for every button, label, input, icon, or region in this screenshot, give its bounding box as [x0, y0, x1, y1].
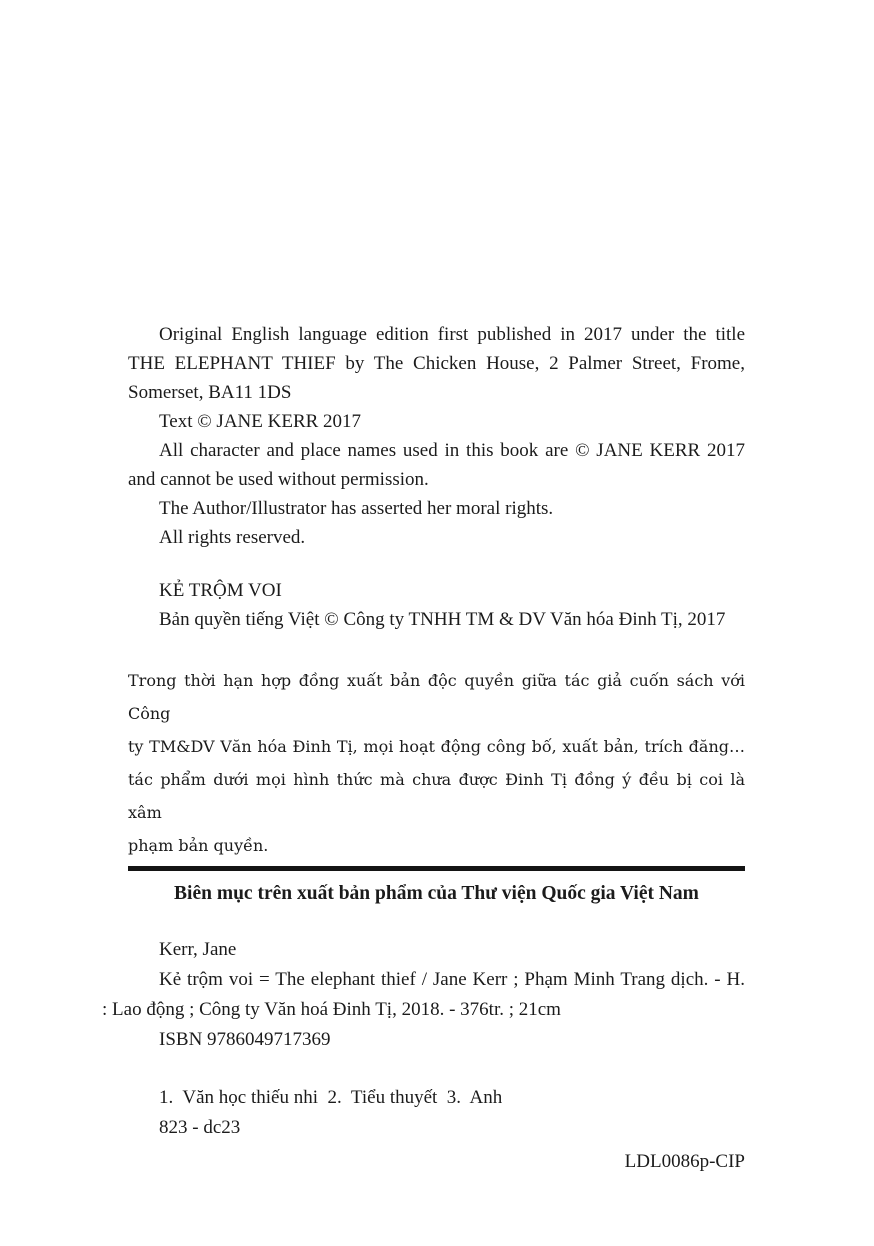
copyright-line: The Author/Illustrator has asserted her moral rights. — [159, 498, 554, 519]
cip-heading: Biên mục trên xuất bản phẩm của Thư viện Quốc gia Việt Nam — [174, 883, 699, 904]
cip-classification-block — [128, 1083, 745, 1143]
spacer — [128, 1055, 745, 1083]
copyright-line: Somerset, BA11 1DS — [128, 382, 292, 403]
spacer — [128, 634, 745, 664]
copyright-line: All rights reserved. — [159, 527, 306, 548]
cip-title-line: Kẻ trộm voi = The elephant thief / Jane Kerr ; Phạm Minh Trang dịch. - H. — [159, 969, 745, 990]
copyright-line: All character and place names used in this book are © JANE KERR 2017 — [159, 440, 745, 461]
legal-notice-block — [128, 664, 745, 862]
copyright-block — [128, 320, 745, 552]
copyright-line: and cannot be used without permission. — [128, 469, 429, 490]
vietnamese-rights-line: Bản quyền tiếng Việt © Công ty TNHH TM & DV Văn hóa Đinh Tị, 2017 — [159, 609, 726, 630]
text-column — [102, 320, 745, 1177]
spacer — [128, 871, 745, 879]
cip-entry-block — [102, 935, 745, 1055]
vietnamese-rights-block — [128, 576, 745, 634]
cip-isbn: ISBN 9786049717369 — [159, 1029, 331, 1050]
spacer — [128, 552, 745, 576]
cip-author: Kerr, Jane — [159, 939, 237, 960]
copyright-line: Original English language edition first published in 2017 under the title — [159, 324, 745, 345]
cip-subjects: 1. Văn học thiếu nhi 2. Tiểu thuyết 3. Anh — [159, 1087, 503, 1108]
legal-notice-line: ty TM&DV Văn hóa Đinh Tị, mọi hoạt động công bố, xuất bản, trích đăng… — [128, 737, 745, 756]
legal-notice-line: Trong thời hạn hợp đồng xuất bản độc quyền giữa tác giả cuốn sách với Công — [128, 671, 745, 723]
legal-notice-line: phạm bản quyền. — [128, 836, 269, 855]
spacer — [128, 909, 745, 935]
copyright-line: Text © JANE KERR 2017 — [159, 411, 362, 432]
vietnamese-book-title: KẺ TRỘM VOI — [159, 580, 282, 601]
cip-title-line: : Lao động ; Công ty Văn hoá Đinh Tị, 2018. - 376tr. ; 21cm — [102, 999, 561, 1020]
copyright-line: THE ELEPHANT THIEF by The Chicken House, 2 Palmer Street, Frome, — [128, 353, 745, 374]
cip-ddc-number: 823 - dc23 — [159, 1117, 241, 1138]
cip-code: LDL0086p-CIP — [624, 1151, 745, 1172]
legal-notice-line: tác phẩm dưới mọi hình thức mà chưa được Đinh Tị đồng ý đều bị coi là xâm — [128, 770, 745, 822]
